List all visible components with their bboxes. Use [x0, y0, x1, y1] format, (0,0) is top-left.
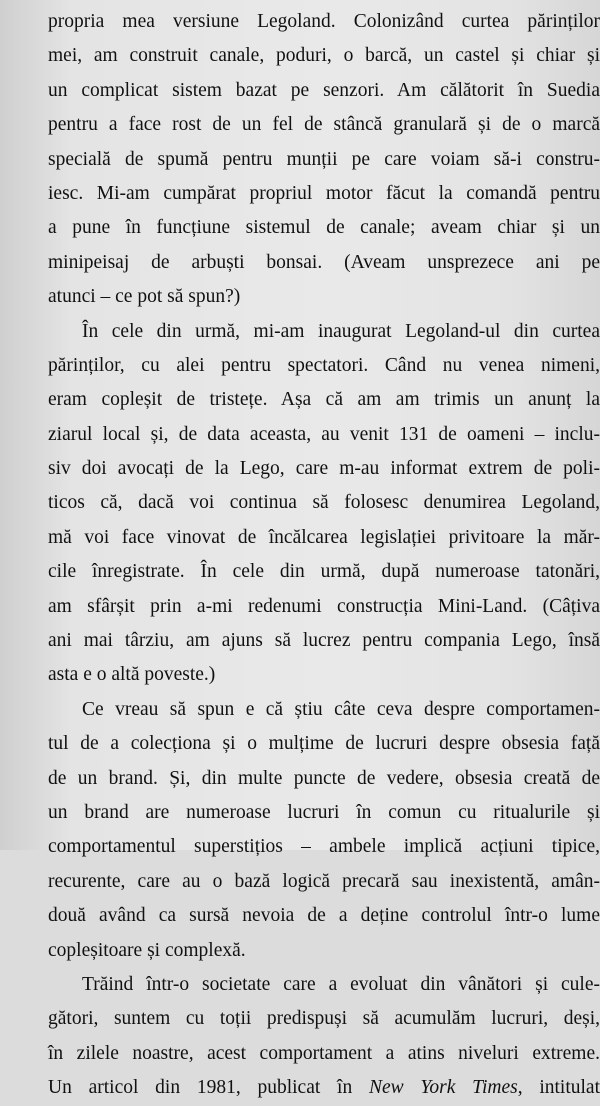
text-line: două având ca sursă nevoia de a deține controlul într-o lume: [48, 905, 600, 927]
text-segment: Un articol din 1981, publicat în: [48, 1077, 369, 1099]
text-line: minipeisaj de arbuști bonsai. (Aveam unsprezece ani pe: [48, 251, 600, 273]
paragraph-1: [48, 5, 600, 315]
text-line: iesc. Mi-am cumpărat propriul motor făcut la comandă pentru: [48, 182, 600, 204]
text-line: un brand are numeroase lucruri în comun cu ritualurile și: [48, 801, 600, 823]
text-line: propria mea versiune Legoland. Colonizând curtea părinților: [48, 11, 600, 32]
text-line: în zilele noastre, acest comportament a atins niveluri extreme.: [48, 1042, 600, 1064]
body-text: [48, 5, 600, 1106]
text-line: am sfârșit prin a-mi redenumi construcția Mini-Land. (Câțiva: [48, 595, 600, 617]
text-line: a pune în funcțiune sistemul de canale; aveam chiar și un: [48, 217, 600, 239]
text-line: Trăind într-o societate care a evoluat din vânători și cule-: [82, 973, 600, 995]
text-line: mă voi face vinovat de încălcarea legislației privitoare la măr-: [48, 526, 600, 548]
text-line: recurente, care au o bază logică precară sau inexistentă, amân-: [48, 870, 600, 892]
text-line: În cele din urmă, mi-am inaugurat Legoland-ul din curtea: [82, 320, 600, 342]
text-segment: , intitulat: [517, 1077, 600, 1099]
paragraph-4: [48, 968, 600, 1106]
text-line: pentru a face rost de un fel de stâncă granulară și de o marcă: [48, 114, 600, 136]
text-line: ani mai târziu, am ajuns să lucrez pentru compania Lego, însă: [48, 630, 600, 652]
text-line: siv doi avocați de la Lego, care m-au informat extrem de poli-: [48, 458, 600, 480]
paragraph-3: [48, 693, 600, 968]
text-line: specială de spumă pentru munții pe care voiam să-i constru-: [48, 148, 600, 170]
text-line: părinților, cu alei pentru spectatori. Când nu venea nimeni,: [48, 354, 600, 376]
text-line: gători, suntem cu toții predispuși să acumulăm lucruri, deși,: [48, 1008, 600, 1030]
text-line: eram copleșit de tristețe. Așa că am am trimis un anunț la: [48, 389, 600, 411]
text-line: cile înregistrate. În cele din urmă, după numeroase tatonări,: [48, 561, 600, 583]
text-line: tul de a colecționa și o mulțime de lucruri despre obsesia față: [48, 733, 600, 755]
text-line: atunci – ce pot să spun?): [48, 286, 241, 308]
text-line: Ce vreau să spun e că știu câte ceva despre comportamen-: [82, 698, 600, 720]
text-line: ziarul local și, de data aceasta, au venit 131 de oameni – inclu-: [48, 423, 600, 445]
text-line: asta e o altă poveste.): [48, 664, 216, 686]
text-line: un complicat sistem bazat pe senzori. Am călătorit în Suedia: [48, 79, 600, 101]
text-line: comportamentul superstițios – ambele implică acțiuni tipice,: [48, 836, 600, 858]
paragraph-2: [48, 315, 600, 693]
text-line: [48, 1071, 600, 1105]
text-line: de un brand. Și, din multe puncte de vedere, obsesia creată de: [48, 767, 600, 789]
text-line: copleșitoare și complexă.: [48, 939, 246, 961]
text-line: mei, am construit canale, poduri, o barcă, un castel și chiar și: [48, 45, 600, 67]
text-line: ticos că, dacă voi continua să folosesc denumirea Legoland,: [48, 492, 600, 514]
newspaper-title: New York Times: [368, 1077, 518, 1099]
